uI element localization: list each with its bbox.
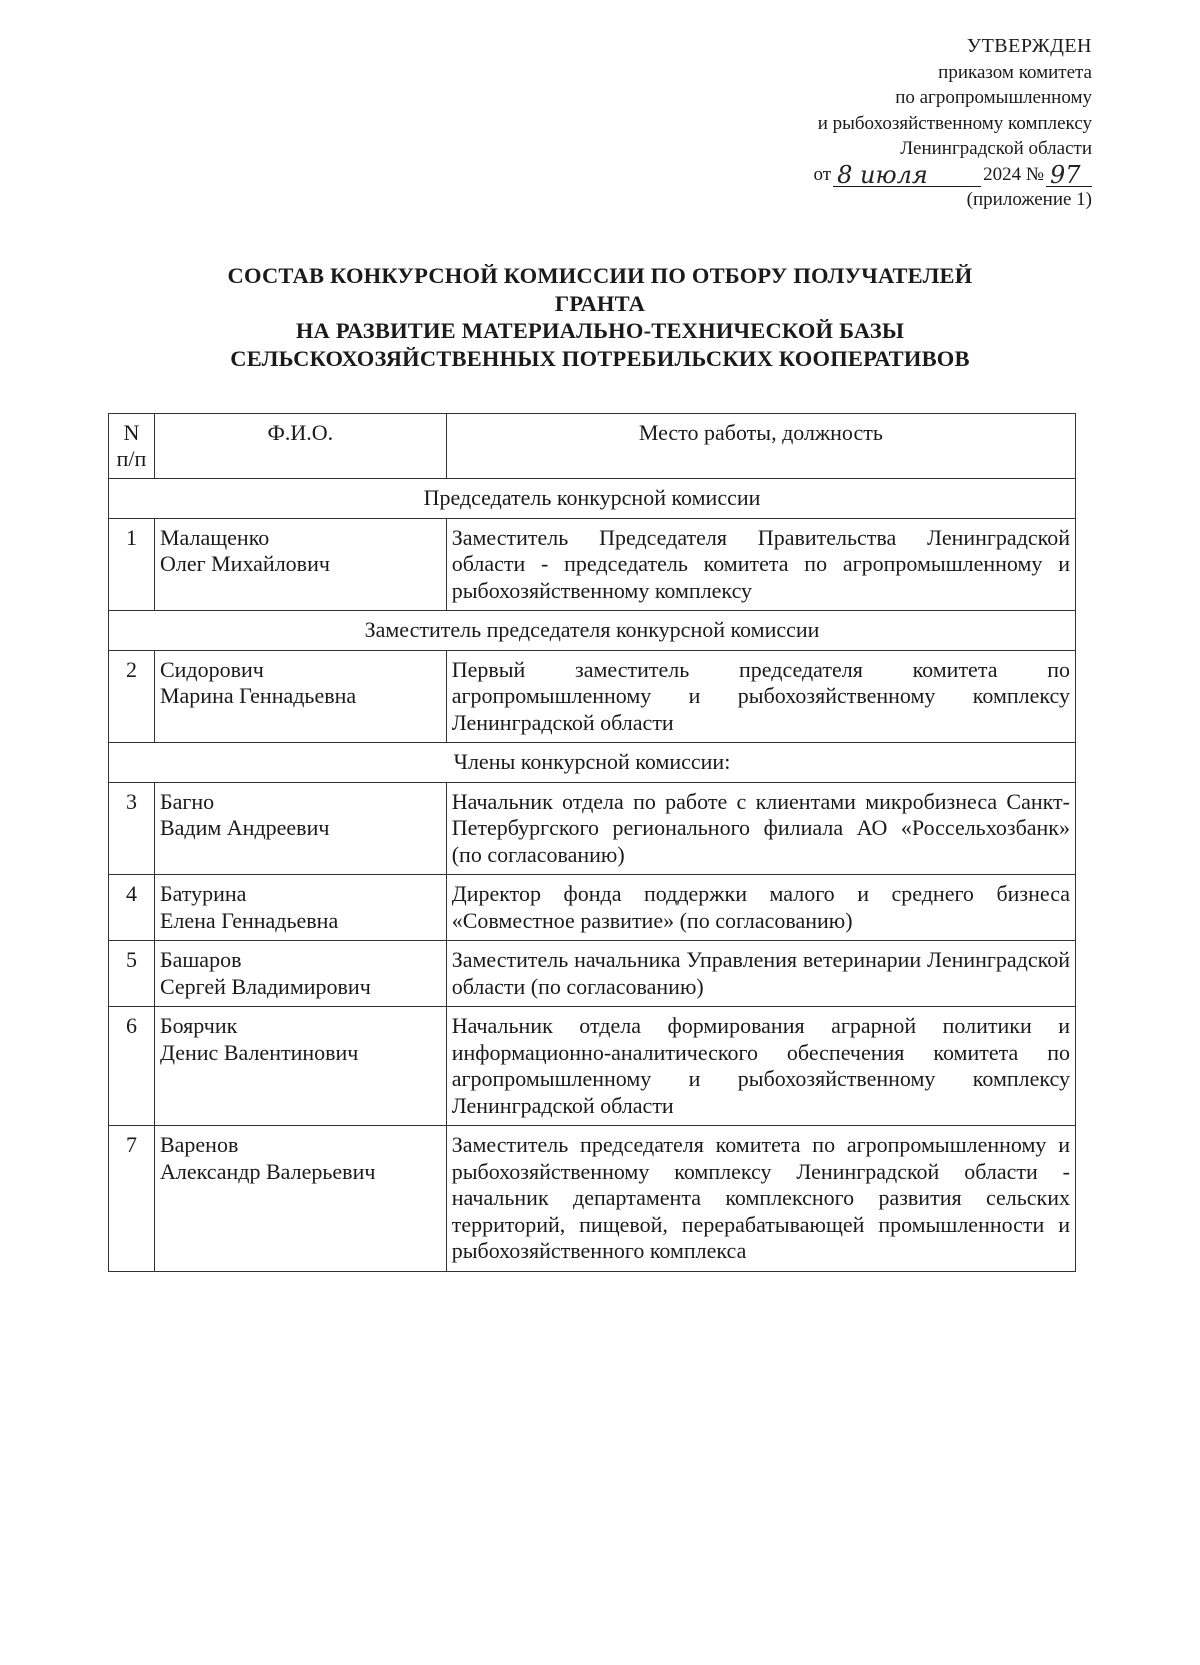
title-line-1: СОСТАВ КОНКУРСНОЙ КОМИССИИ ПО ОТБОРУ ПОЛУЧАТЕЛЕЙ — [227, 263, 973, 288]
member-name — [154, 1007, 446, 1126]
member-position: Директор фонда поддержки малого и среднего бизнеса «Совместное развитие» (по согласованию) — [446, 875, 1075, 941]
member-surname: Батурина — [159, 881, 247, 906]
approval-line-4: Ленинградской области — [900, 138, 1092, 159]
member-position: Заместитель начальника Управления ветеринарии Ленинградской области (по согласованию) — [446, 941, 1075, 1007]
member-given-name: Денис Валентинович — [159, 1039, 359, 1065]
member-name — [154, 650, 446, 743]
table-row — [109, 650, 1076, 743]
table-row — [109, 1126, 1076, 1272]
section-row — [109, 611, 1076, 651]
row-number: 6 — [109, 1007, 155, 1126]
approval-line-3: и рыбохозяйственному комплексу — [817, 112, 1092, 134]
member-surname: Сидорович — [159, 656, 264, 682]
member-name — [154, 1126, 446, 1272]
title-line-2: ГРАНТА — [554, 290, 646, 316]
member-given-name: Александр Валерьевич — [159, 1158, 376, 1184]
table-header-row — [109, 414, 1076, 479]
row-number: 1 — [109, 518, 155, 611]
member-surname: Варенов — [159, 1132, 239, 1157]
table-row — [109, 875, 1076, 941]
row-number: 3 — [109, 782, 155, 875]
row-number: 4 — [109, 875, 155, 941]
table-row — [109, 941, 1076, 1007]
title-line-3: НА РАЗВИТИЕ МАТЕРИАЛЬНО-ТЕХНИЧЕСКОЙ БАЗЫ — [295, 318, 905, 343]
title-line-4: СЕЛЬСКОХОЗЯЙСТВЕННЫХ ПОТРЕБИЛЬСКИХ КООПЕРАТИВОВ — [230, 345, 970, 371]
approved-heading: УТВЕРЖДЕН — [966, 35, 1092, 57]
section-row — [109, 479, 1076, 519]
table-row — [109, 782, 1076, 875]
commission-members-table — [108, 413, 1076, 1272]
member-given-name: Сергей Владимирович — [159, 973, 371, 999]
handwritten-order-number: 97 — [1046, 164, 1092, 187]
section-row — [109, 743, 1076, 783]
section-title: Председатель конкурсной комиссии — [109, 479, 1076, 519]
member-name — [154, 875, 446, 941]
section-title: Члены конкурсной комиссии: — [109, 743, 1076, 783]
member-given-name: Елена Геннадьевна — [159, 907, 339, 933]
member-surname: Башаров — [159, 947, 242, 972]
approval-line-1: приказом комитета — [938, 61, 1092, 83]
header-number-line-1: N — [123, 420, 140, 445]
approval-stamp-block — [672, 34, 1092, 213]
header-number-line-2: п/п — [116, 446, 147, 471]
section-title: Заместитель председателя конкурсной комиссии — [109, 611, 1076, 651]
member-position: Заместитель председателя комитета по агропромышленному и рыбохозяйственному комплексу Ленинградской области - начальник департамента комплексного развития сельских территорий, пищевой, перерабатывающей промышленности и рыбохозяйственного комплекса — [446, 1126, 1075, 1272]
appendix-label: (приложение 1) — [966, 189, 1092, 210]
member-name — [154, 518, 446, 611]
table-row — [109, 1007, 1076, 1126]
date-prefix: от — [813, 163, 832, 185]
member-name — [154, 941, 446, 1007]
row-number: 5 — [109, 941, 155, 1007]
member-position: Начальник отдела формирования аграрной политики и информационно-аналитического обеспечения комитета по агропромышленному и рыбохозяйственному комплексу Ленинградской области — [446, 1007, 1075, 1126]
member-position: Начальник отдела по работе с клиентами микробизнеса Санкт-Петербургского регионального филиала АО «Россельхозбанк» (по согласованию) — [446, 782, 1075, 875]
approval-line-2: по агропромышленному — [895, 87, 1092, 108]
header-number — [109, 414, 155, 479]
member-position: Первый заместитель председателя комитета по агропромышленному и рыбохозяйственному комплексу Ленинградской области — [446, 650, 1075, 743]
row-number: 7 — [109, 1126, 155, 1272]
member-given-name: Вадим Андреевич — [159, 815, 330, 840]
member-surname: Малащенко — [159, 524, 270, 550]
member-name — [154, 782, 446, 875]
row-number: 2 — [109, 650, 155, 743]
member-given-name: Олег Михайлович — [159, 551, 330, 576]
header-full-name: Ф.И.О. — [154, 414, 446, 479]
document-title — [150, 262, 1050, 372]
header-position: Место работы, должность — [446, 414, 1075, 479]
member-surname: Боярчик — [159, 1013, 238, 1038]
year-number-label: 2024 № — [983, 163, 1044, 185]
member-given-name: Марина Геннадьевна — [159, 683, 357, 708]
table-row — [109, 518, 1076, 611]
order-date-line — [672, 162, 1092, 188]
member-position: Заместитель Председателя Правительства Ленинградской области - председатель комитета по агропромышленному и рыбохозяйственному комплексу — [446, 518, 1075, 611]
handwritten-date: 8 июля — [833, 164, 981, 187]
member-surname: Багно — [159, 788, 215, 814]
